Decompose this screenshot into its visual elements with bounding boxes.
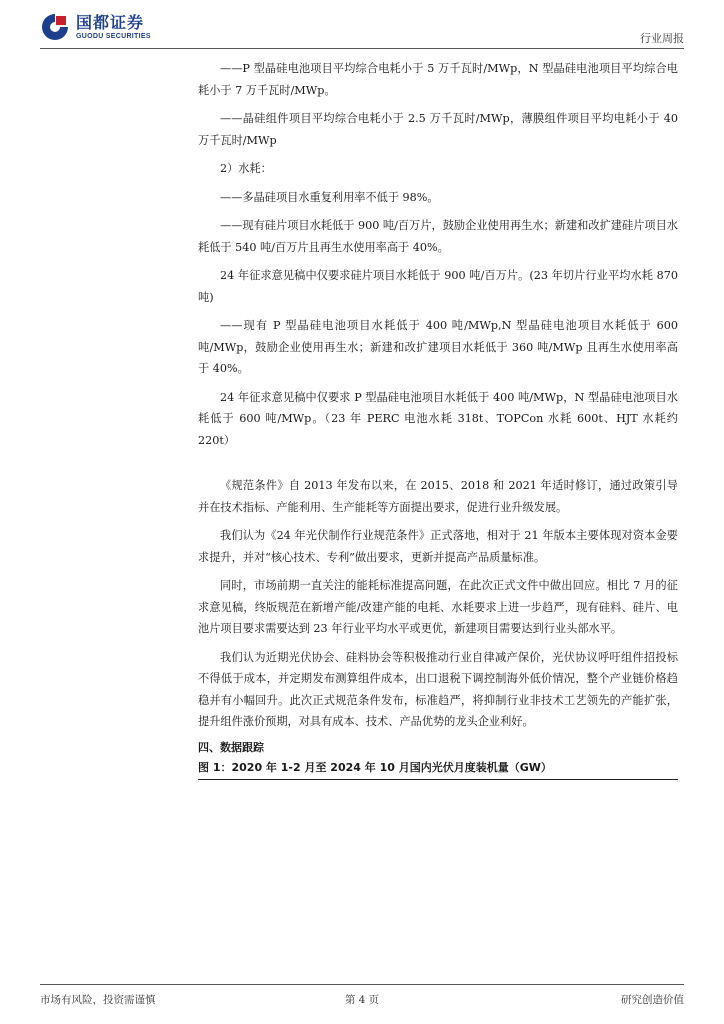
paragraph: ——现有硅片项目水耗低于 900 吨/百万片，鼓励企业使用再生水；新建和改扩建硅片项目水耗低于 540 吨/百万片且再生水使用率高于 40%。: [198, 219, 678, 254]
paragraph: ——多晶硅项目水重复利用率不低于 98%。: [220, 190, 439, 204]
footer-divider: [40, 984, 684, 985]
main-content: [198, 58, 678, 780]
paragraph: ——P 型晶硅电池项目平均综合电耗小于 5 万千瓦时/MWp，N 型晶硅电池项目平均综合电耗小于 7 万千瓦时/MWp。: [198, 62, 678, 97]
logo-cn-text: 国都证券: [76, 12, 145, 32]
paragraph: 24 年征求意见稿中仅要求 P 型晶硅电池项目水耗低于 400 吨/MWp，N 型晶硅电池项目水耗低于 600 吨/MWp。（23 年 PERC 电池水耗 318t、TOPCon 水耗 600t、HJT 水耗约 220t）: [198, 390, 678, 447]
page-header: [40, 12, 684, 48]
report-type-label: 行业周报: [640, 32, 684, 45]
header-divider: [40, 48, 684, 49]
paragraph: 2）水耗：: [220, 162, 272, 175]
paragraph: 24 年征求意见稿中仅要求硅片项目水耗低于 900 吨/百万片。(23 年切片行业平均水耗 870 吨): [198, 269, 678, 304]
paragraph: ——晶硅组件项目平均综合电耗小于 2.5 万千瓦时/MWp，薄膜组件项目平均电耗小于 40 万千瓦时/MWp: [198, 112, 678, 147]
paragraph: 《规范条件》自 2013 年发布以来，在 2015、2018 和 2021 年适时修订，通过政策引导并在技术指标、产能利用、生产能耗等方面提出要求，促进行业升级发展。: [198, 479, 678, 514]
guodu-logo-icon: [40, 12, 70, 42]
page-number: 第 4 页: [344, 994, 380, 1006]
paragraph: 我们认为《24 年光伏制作行业规范条件》正式落地，相对于 21 年版本主要体现对资本金要求提升，并对“核心技术、专利”做出要求，更新并提高产品质量标准。: [198, 529, 678, 564]
paragraph: 同时，市场前期一直关注的能耗标准提高问题，在此次正式文件中做出回应。相比 7 月的征求意见稿，终版规范在新增产能/改建产能的电耗、水耗要求上进一步趋严，现有硅料、硅片、电池片项目要求需要达到 23 年行业平均水平或更优，新建项目需要达到行业头部水平。: [198, 579, 678, 635]
paragraph: 我们认为近期光伏协会、硅料协会等积极推动行业自律减产保价，光伏协议呼吁组件招投标不得低于成本，并定期发布测算组件成本，出口退税下调控制海外低价情况，整个产业链价格趋稳并有小幅回升。此次正式规范条件发布，标准趋严，将抑制行业非技术工艺领先的产能扩张，提升组件涨价预期，对具有成本、技术、产品优势的龙头企业利好。: [198, 650, 678, 728]
logo-en-text: GUODU SECURITIES: [76, 32, 151, 40]
figure-title: 图 1：2020 年 1-2 月至 2024 年 10 月国内光伏月度装机量（GW）: [198, 759, 678, 780]
paragraph: ——现有 P 型晶硅电池项目水耗低于 400 吨/MWp,N 型晶硅电池项目水耗低于 600 吨/MWp，鼓励企业使用再生水；新建和改扩建项目水耗低于 360 吨/MWp 且再生水使用率高于 40%。: [198, 319, 678, 375]
company-logo: [40, 12, 151, 42]
footer-disclaimer: 市场有风险，投资需谨慎: [40, 994, 156, 1006]
section-heading: 四、数据跟踪: [198, 740, 264, 754]
footer-slogan: 研究创造价值: [621, 994, 684, 1006]
